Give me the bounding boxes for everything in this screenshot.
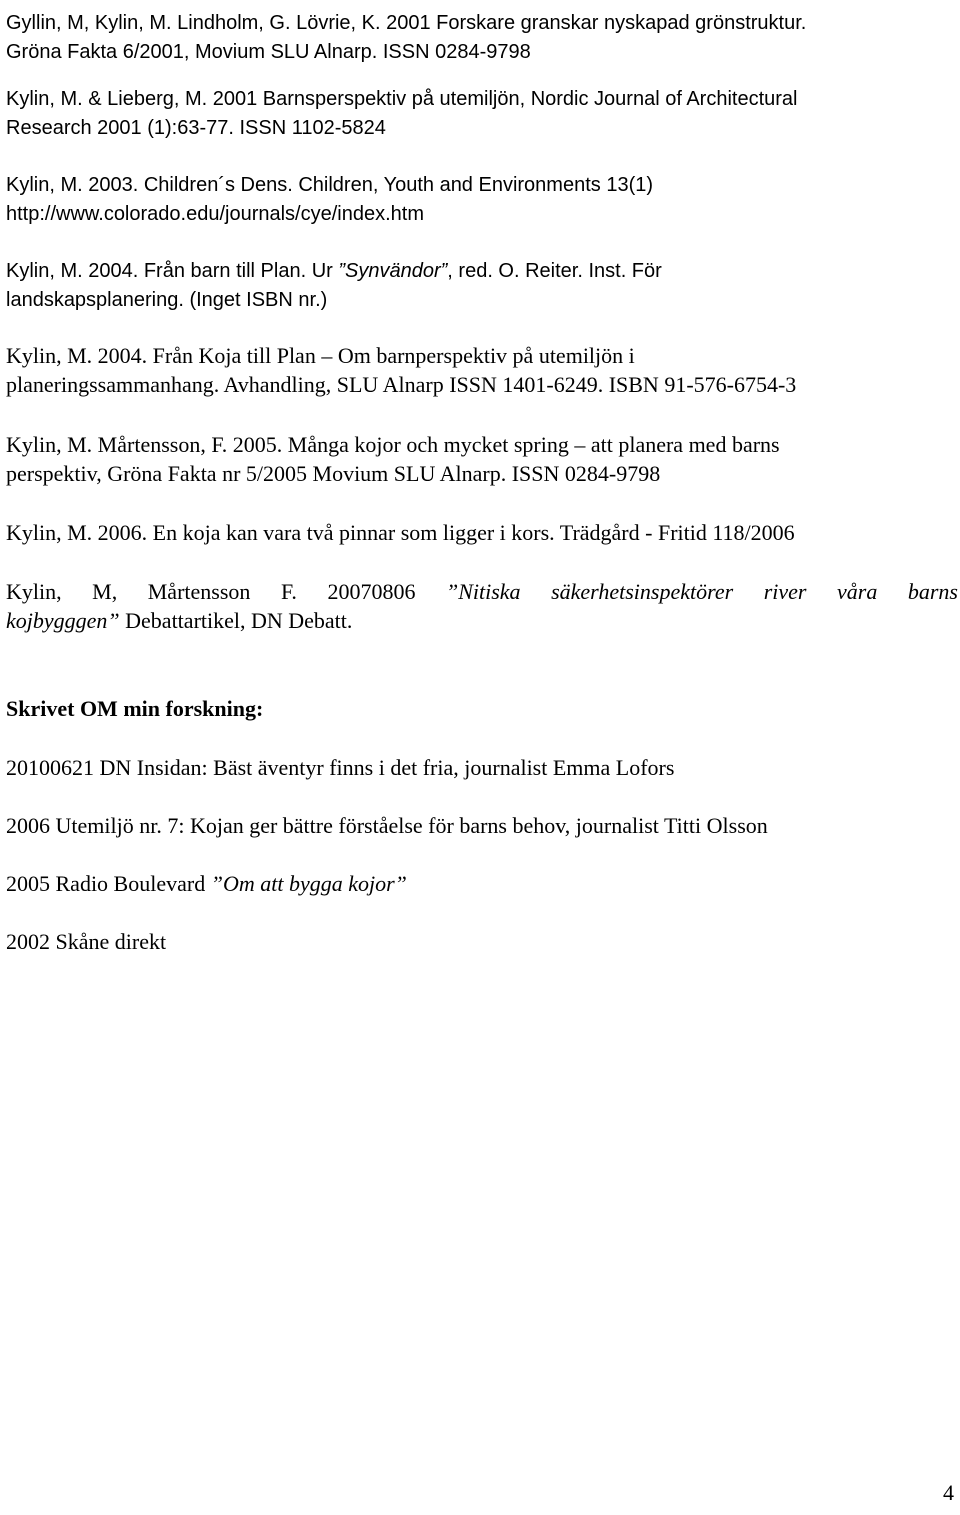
ref-kylin-2004a-line2: landskapsplanering. (Inget ISBN nr.) [6,289,328,311]
ref-kylin-martensson-2005-line2: perspektiv, Gröna Fakta nr 5/2005 Movium SLU Alnarp. ISSN 0284-9798 [6,461,661,486]
ref-kylin-martensson-2005-line1: Kylin, M. Mårtensson, F. 2005. Många kojor och mycket spring – att planera med barns [6,432,780,457]
media-item-2005-title: ”Om att bygga kojor” [210,871,407,896]
ref-kylin-2004a-line1 [6,256,662,286]
ref-2007-title-word: ”Nitiska [445,579,521,604]
ref-2007-title-word: våra [837,579,878,604]
ref-kylin-2003-url[interactable]: http://www.colorado.edu/journals/cye/index.htm [6,203,424,225]
ref-kylin-2004b-line2: planeringssammanhang. Avhandling, SLU Alnarp ISSN 1401-6249. ISBN 91-576-6754-3 [6,372,797,397]
ref-2007-title-word: barns [907,579,958,604]
section-heading: Skrivet OM min forskning: [6,696,264,721]
media-item-2005 [6,869,407,899]
ref-2007-word: 20070806 [327,579,416,604]
ref-2007-word: F. [280,579,297,604]
ref-kylin-2004a-pre: Kylin, M. 2004. Från barn till Plan. Ur [6,260,339,282]
ref-kylin-2003-line1: Kylin, M. 2003. Children´s Dens. Children, Youth and Environments 13(1) [6,174,654,196]
media-item-2002: 2002 Skåne direkt [6,929,167,954]
ref-gyllin-2001-line1: Gyllin, M, Kylin, M. Lindholm, G. Lövrie, K. 2001 Forskare granskar nyskapad grönstruktur. [6,12,807,34]
ref-2007-post: Debattartikel, DN Debatt. [119,608,353,633]
ref-2007-word: Mårtensson [147,579,251,604]
ref-kylin-2007-line1 [6,577,958,607]
ref-kylin-2004a-post: , red. O. Reiter. Inst. För [447,260,662,282]
ref-2007-title-word: säkerhetsinspektörer [551,579,734,604]
media-item-2010: 20100621 DN Insidan: Bäst äventyr finns i det fria, journalist Emma Lofors [6,755,675,780]
media-item-2005-pre: 2005 Radio Boulevard [6,871,211,896]
page-number: 4 [943,1480,954,1505]
ref-kylin-2006: Kylin, M. 2006. En koja kan vara två pinnar som ligger i kors. Trädgård - Fritid 118/2006 [6,520,795,545]
ref-kylin-2004b-line1: Kylin, M. 2004. Från Koja till Plan – Om barnperspektiv på utemiljön i [6,343,635,368]
ref-kylin-2007-line2 [6,606,352,636]
ref-kylin-lieberg-2001-line1: Kylin, M. & Lieberg, M. 2001 Barnsperspektiv på utemiljön, Nordic Journal of Architectural [6,88,798,110]
ref-kylin-2004a-title: ”Synvändor” [338,260,448,282]
ref-gyllin-2001-line2: Gröna Fakta 6/2001, Movium SLU Alnarp. ISSN 0284-9798 [6,41,531,63]
ref-kylin-lieberg-2001-line2: Research 2001 (1):63-77. ISSN 1102-5824 [6,117,386,139]
ref-2007-word: Kylin, [6,579,62,604]
media-item-2006: 2006 Utemiljö nr. 7: Kojan ger bättre förståelse för barns behov, journalist Titti Olsson [6,813,768,838]
ref-2007-title-end: kojbygggen” [6,608,120,633]
ref-2007-title-word: river [763,579,807,604]
ref-2007-word: M, [92,579,118,604]
